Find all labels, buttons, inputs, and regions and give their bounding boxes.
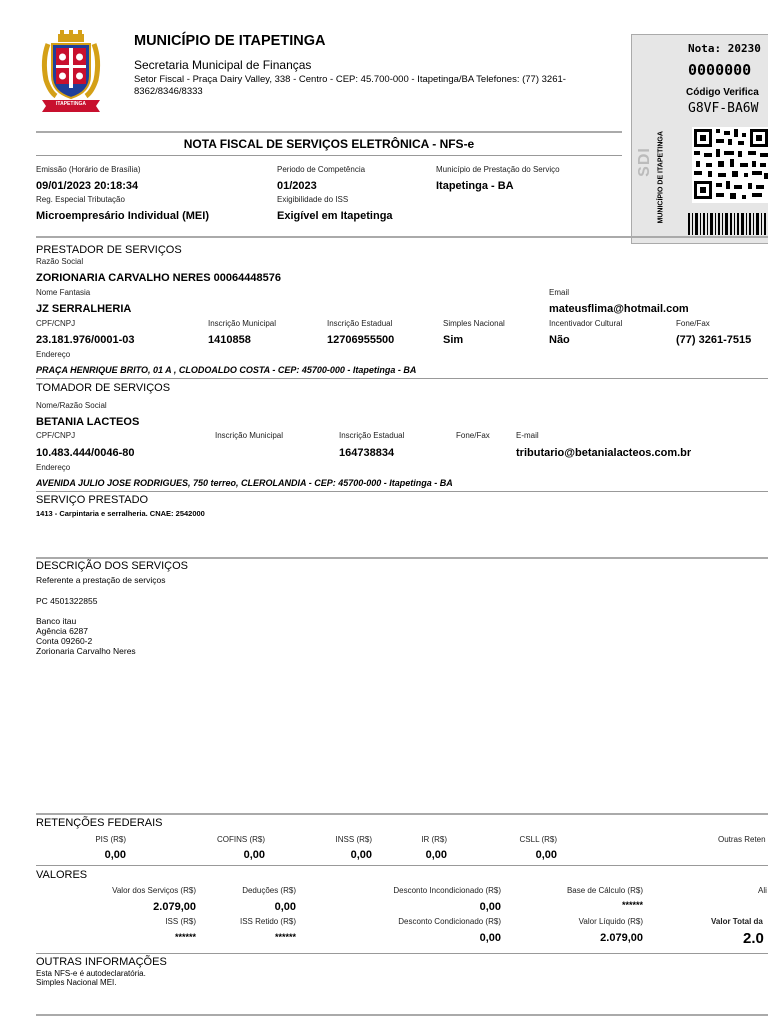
- servico-section-title: SERVIÇO PRESTADO: [36, 494, 149, 506]
- municipal-crest: [38, 30, 104, 114]
- header-address-line1: Setor Fiscal - Praça Dairy Valley, 338 - Centro - CEP: 45.700-000 - Itapetinga/BA Telefones: (77) 3261-: [134, 74, 566, 85]
- municipio-value: Itapetinga - BA: [436, 180, 514, 192]
- descricao-section-title: DESCRIÇÃO DOS SERVIÇOS: [36, 560, 188, 572]
- nota-label: Nota: 20230: [688, 42, 761, 55]
- inss-label: INSS (R$): [335, 835, 372, 844]
- tomador-section-title: TOMADOR DE SERVIÇOS: [36, 382, 171, 394]
- aliquota-label: Ali: [758, 886, 767, 895]
- periodo-value: 01/2023: [277, 180, 317, 192]
- title-divider: [36, 155, 622, 156]
- tomador-nome-value: BETANIA LACTEOS: [36, 416, 140, 428]
- codigo-value: G8VF-BA6W: [688, 101, 759, 116]
- stamp-side-text: MUNICÍPIO DE ITAPETINGA: [657, 131, 665, 224]
- tomador-cnpj-label: CPF/CNPJ: [36, 431, 76, 440]
- footer-divider: [36, 1014, 768, 1016]
- prestador-ie-value: 12706955500: [327, 334, 395, 346]
- info-divider: [36, 236, 768, 238]
- base-calculo-label: Base de Cálculo (R$): [566, 886, 643, 895]
- prestador-im-label: Inscrição Municipal: [208, 319, 277, 328]
- prestador-simples-label: Simples Nacional: [443, 319, 505, 328]
- csll-value: 0,00: [535, 849, 557, 861]
- valor-total-value: 2.0: [743, 930, 764, 947]
- prestador-email-label: Email: [549, 288, 570, 297]
- base-calculo-value: ******: [621, 900, 643, 910]
- document-title: NOTA FISCAL DE SERVIÇOS ELETRÔNICA - NFS-e: [183, 137, 475, 151]
- iss-value: ******: [174, 932, 196, 942]
- tomador-im-label: Inscrição Municipal: [215, 431, 284, 440]
- prestador-email-value: mateusflima@hotmail.com: [549, 303, 689, 315]
- ir-value: 0,00: [425, 849, 447, 861]
- descricao-line5: Conta 09260-2: [36, 636, 93, 646]
- prestador-endereco-label: Endereço: [36, 350, 71, 359]
- emissao-label: Emissão (Horário de Brasília): [36, 165, 141, 174]
- exigibilidade-value: Exigível em Itapetinga: [277, 210, 393, 222]
- prestador-fantasia-value: JZ SERRALHERIA: [36, 303, 132, 315]
- periodo-label: Periodo de Competência: [277, 165, 366, 174]
- valores-divider: [36, 953, 768, 954]
- descricao-line2: PC 4501322855: [36, 596, 98, 606]
- pis-value: 0,00: [104, 849, 126, 861]
- codigo-label: Código Verifica: [686, 87, 759, 98]
- nota-number: 0000000: [688, 61, 752, 79]
- municipality-name: MUNICÍPIO DE ITAPETINGA: [134, 33, 326, 49]
- valor-total-label: Valor Total da: [711, 917, 763, 926]
- csll-label: CSLL (R$): [519, 835, 557, 844]
- iss-label: ISS (R$): [165, 917, 196, 926]
- retencoes-section-title: RETENÇÕES FEDERAIS: [36, 817, 163, 829]
- tomador-nome-label: Nome/Razão Social: [36, 401, 107, 410]
- tomador-divider: [36, 491, 768, 492]
- outras-retencoes-label: Outras Reten: [718, 835, 766, 844]
- municipio-label: Município de Prestação do Serviço: [436, 165, 560, 174]
- barcode: [688, 213, 768, 237]
- iss-retido-value: ******: [274, 932, 296, 942]
- invoice-stamp: [631, 34, 768, 244]
- deducoes-value: 0,00: [274, 901, 296, 913]
- prestador-razao-label: Razão Social: [36, 257, 84, 266]
- prestador-fone-label: Fone/Fax: [676, 319, 710, 328]
- descricao-line1: Referente a prestação de serviços: [36, 575, 166, 585]
- tomador-ie-label: Inscrição Estadual: [339, 431, 405, 440]
- prestador-section-title: PRESTADOR DE SERVIÇOS: [36, 244, 182, 256]
- prestador-cnpj-label: CPF/CNPJ: [36, 319, 76, 328]
- prestador-divider: [36, 378, 768, 379]
- outras-line1: Esta NFS-e é autodeclaratória.: [36, 969, 146, 978]
- ir-label: IR (R$): [421, 835, 447, 844]
- tomador-email-value: tributario@betanialacteos.com.br: [516, 447, 692, 459]
- tomador-cnpj-value: 10.483.444/0046-80: [36, 447, 135, 459]
- valor-liquido-label: Valor Líquido (R$): [578, 917, 643, 926]
- prestador-cnpj-value: 23.181.976/0001-03: [36, 334, 135, 346]
- descricao-divider: [36, 813, 768, 815]
- tomador-fone-label: Fone/Fax: [456, 431, 490, 440]
- prestador-simples-value: Sim: [443, 334, 464, 346]
- desconto-cond-value: 0,00: [479, 932, 501, 944]
- outras-section-title: OUTRAS INFORMAÇÕES: [36, 956, 167, 968]
- cofins-value: 0,00: [243, 849, 265, 861]
- retencoes-divider: [36, 865, 768, 866]
- desconto-incond-value: 0,00: [479, 901, 501, 913]
- valores-section-title: VALORES: [36, 869, 88, 881]
- header-address-line2: 8362/8346/8333: [134, 86, 203, 97]
- descricao-line4: Agência 6287: [36, 626, 88, 636]
- desconto-incond-label: Desconto Incondicionado (R$): [393, 886, 501, 895]
- tomador-email-label: E-mail: [516, 431, 539, 440]
- tomador-endereco-value: AVENIDA JULIO JOSE RODRIGUES, 750 terreo, CLEROLANDIA - CEP: 45700-000 - Itapetinga - BA: [36, 478, 453, 488]
- descricao-line3: Banco itau: [36, 616, 77, 626]
- valor-liquido-value: 2.079,00: [600, 932, 643, 944]
- descricao-line6: Zorionaria Carvalho Neres: [36, 646, 136, 656]
- tomador-endereco-label: Endereço: [36, 463, 71, 472]
- servico-value: 1413 - Carpintaria e serralheria. CNAE: 2542000: [36, 509, 205, 518]
- prestador-incentivador-value: Não: [549, 334, 570, 346]
- regime-label: Reg. Especial Tributação: [36, 195, 125, 204]
- prestador-fone-value: (77) 3261-7515: [676, 334, 752, 346]
- crest-banner-text: ITAPETINGA: [56, 101, 86, 107]
- exigibilidade-label: Exigibilidade do ISS: [277, 195, 349, 204]
- cofins-label: COFINS (R$): [217, 835, 265, 844]
- prestador-fantasia-label: Nome Fantasia: [36, 288, 91, 297]
- iss-retido-label: ISS Retido (R$): [239, 917, 296, 926]
- stamp-sdi-text: SDI: [635, 147, 653, 177]
- servico-divider: [36, 557, 768, 559]
- inss-value: 0,00: [350, 849, 372, 861]
- header-divider: [36, 131, 622, 133]
- prestador-endereco-value: PRAÇA HENRIQUE BRITO, 01 A , CLODOALDO COSTA - CEP: 45700-000 - Itapetinga - BA: [36, 365, 417, 375]
- prestador-im-value: 1410858: [208, 334, 251, 346]
- tomador-ie-value: 164738834: [339, 447, 395, 459]
- desconto-cond-label: Desconto Condicionado (R$): [398, 917, 501, 926]
- prestador-ie-label: Inscrição Estadual: [327, 319, 393, 328]
- secretariat-name: Secretaria Municipal de Finanças: [134, 58, 312, 72]
- prestador-incentivador-label: Incentivador Cultural: [549, 319, 623, 328]
- regime-value: Microempresário Individual (MEI): [36, 210, 209, 222]
- pis-label: PIS (R$): [95, 835, 126, 844]
- valor-servicos-label: Valor dos Serviços (R$): [112, 886, 196, 895]
- deducoes-label: Deduções (R$): [242, 886, 296, 895]
- prestador-razao-value: ZORIONARIA CARVALHO NERES 00064448576: [36, 272, 281, 284]
- emissao-value: 09/01/2023 20:18:34: [36, 180, 139, 192]
- valor-servicos-value: 2.079,00: [153, 901, 196, 913]
- outras-line2: Simples Nacional MEI.: [36, 978, 117, 987]
- qr-code: [692, 127, 768, 203]
